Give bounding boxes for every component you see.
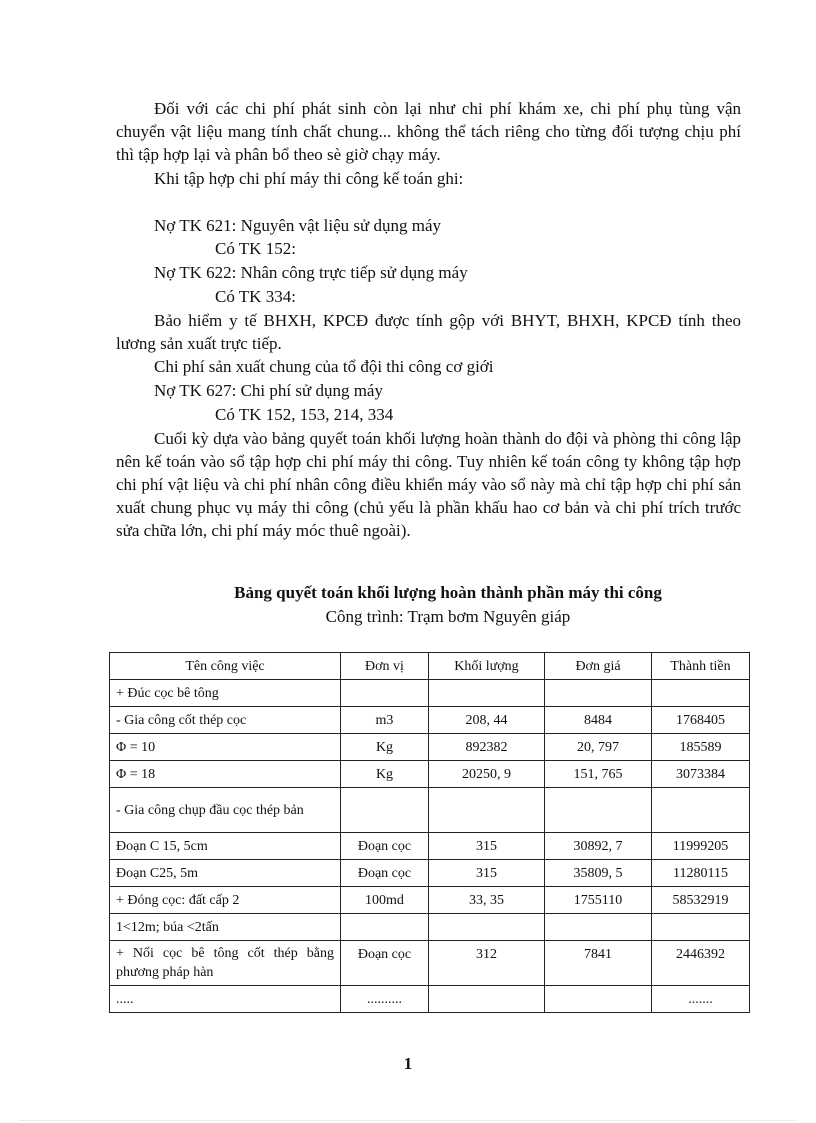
cell-unit-price bbox=[545, 680, 652, 707]
cell-task: Đoạn C25, 5m bbox=[110, 860, 341, 887]
table-row bbox=[110, 887, 750, 914]
cell-unit: m3 bbox=[341, 707, 429, 734]
cell-task: + Đúc cọc bê tông bbox=[110, 680, 341, 707]
cell-quantity bbox=[429, 680, 545, 707]
page-bottom-divider bbox=[20, 1120, 796, 1121]
table-row bbox=[110, 761, 750, 788]
cell-quantity bbox=[429, 986, 545, 1013]
cell-unit-price: 35809, 5 bbox=[545, 860, 652, 887]
header-quantity: Khối lượng bbox=[429, 653, 545, 680]
cell-unit-price: 8484 bbox=[545, 707, 652, 734]
cell-amount bbox=[652, 680, 750, 707]
cell-task: - Gia công chụp đầu cọc thép bản bbox=[110, 788, 341, 833]
paragraph-period-end: Cuối kỳ dựa vào bảng quyết toán khối lượng hoàn thành do đội và phòng thi công lập nên kế toán vào sổ tập hợp chi phí máy thi công. Tuy nhiên kế toán công ty không tập hợp chi phí vật liệu và chi phí nhân công điều khiển máy vào sổ này mà chỉ tập hợp chi phí sản xuất chung phục vụ máy thi công (chủ yếu là phần khấu hao cơ bản và chi phí trích trước sửa chữa lớn, chi phí máy móc thuê ngoài). bbox=[116, 429, 741, 540]
table-subtitle: Công trình: Trạm bơm Nguyên giáp bbox=[325, 607, 571, 626]
table-row bbox=[110, 860, 750, 887]
cell-unit-price bbox=[545, 914, 652, 941]
table-header-row bbox=[110, 653, 750, 680]
cell-amount: 11280115 bbox=[652, 860, 750, 887]
cell-unit: Kg bbox=[341, 734, 429, 761]
table-title: Bảng quyết toán khối lượng hoàn thành phần máy thi công bbox=[234, 583, 662, 602]
cell-unit-price bbox=[545, 788, 652, 833]
paragraph-record-intro: Khi tập hợp chi phí máy thi công kế toán ghi: bbox=[154, 169, 464, 188]
cell-amount: ....... bbox=[652, 986, 750, 1013]
cell-quantity bbox=[429, 914, 545, 941]
cell-task: Đoạn C 15, 5cm bbox=[110, 833, 341, 860]
cell-quantity: 892382 bbox=[429, 734, 545, 761]
cell-unit: .......... bbox=[341, 986, 429, 1013]
header-unit-price: Đơn giá bbox=[545, 653, 652, 680]
cell-quantity bbox=[429, 788, 545, 833]
cell-unit-price: 20, 797 bbox=[545, 734, 652, 761]
cell-amount: 2446392 bbox=[652, 941, 750, 986]
cell-quantity: 20250, 9 bbox=[429, 761, 545, 788]
entry-credit-multi: Có TK 152, 153, 214, 334 bbox=[215, 405, 394, 424]
cell-amount: 58532919 bbox=[652, 887, 750, 914]
table-row bbox=[110, 941, 750, 986]
cell-unit bbox=[341, 680, 429, 707]
entry-debit-627: Nợ TK 627: Chi phí sử dụng máy bbox=[154, 381, 383, 400]
cell-task: + Nối cọc bê tông cốt thép bằng phương pháp hàn bbox=[110, 941, 341, 986]
cell-unit-price: 1755110 bbox=[545, 887, 652, 914]
settlement-table bbox=[109, 652, 750, 1013]
cell-unit-price: 7841 bbox=[545, 941, 652, 986]
paragraph-general-cost: Chi phí sản xuất chung của tổ đội thi công cơ giới bbox=[154, 357, 494, 376]
cell-task: Φ = 18 bbox=[110, 761, 341, 788]
cell-task: 1<12m; búa <2tấn bbox=[110, 914, 341, 941]
table-row bbox=[110, 788, 750, 833]
cell-task: - Gia công cốt thép cọc bbox=[110, 707, 341, 734]
entry-debit-621: Nợ TK 621: Nguyên vật liệu sử dụng máy bbox=[154, 216, 442, 235]
paragraph-other-costs: Đối với các chi phí phát sinh còn lại như chi phí khám xe, chi phí phụ tùng vận chuyển vật liệu mang tính chất chung... không thể tách riêng cho từng đối tượng chịu phí thì tập hợp lại và phân bổ theo sè giờ chạy máy. bbox=[116, 99, 741, 164]
cell-task: Φ = 10 bbox=[110, 734, 341, 761]
cell-unit: Đoạn cọc bbox=[341, 833, 429, 860]
cell-quantity: 315 bbox=[429, 833, 545, 860]
entry-credit-334: Có TK 334: bbox=[215, 287, 296, 306]
page-number: 1 bbox=[403, 1054, 413, 1073]
cell-quantity: 208, 44 bbox=[429, 707, 545, 734]
cell-quantity: 33, 35 bbox=[429, 887, 545, 914]
cell-unit: 100md bbox=[341, 887, 429, 914]
table-row bbox=[110, 680, 750, 707]
cell-amount: 3073384 bbox=[652, 761, 750, 788]
table-row bbox=[110, 914, 750, 941]
header-unit: Đơn vị bbox=[341, 653, 429, 680]
entry-credit-152: Có TK 152: bbox=[215, 239, 296, 258]
cell-amount bbox=[652, 788, 750, 833]
header-task: Tên công việc bbox=[110, 653, 341, 680]
cell-task: ..... bbox=[110, 986, 341, 1013]
table-row bbox=[110, 986, 750, 1013]
cell-unit bbox=[341, 914, 429, 941]
entry-debit-622: Nợ TK 622: Nhân công trực tiếp sử dụng máy bbox=[154, 263, 468, 282]
table-row bbox=[110, 707, 750, 734]
table-row bbox=[110, 833, 750, 860]
cell-amount: 1768405 bbox=[652, 707, 750, 734]
cell-unit: Đoạn cọc bbox=[341, 860, 429, 887]
cell-quantity: 312 bbox=[429, 941, 545, 986]
header-amount: Thành tiền bbox=[652, 653, 750, 680]
cell-amount: 11999205 bbox=[652, 833, 750, 860]
cell-quantity: 315 bbox=[429, 860, 545, 887]
paragraph-insurance: Bảo hiểm y tế BHXH, KPCĐ được tính gộp với BHYT, BHXH, KPCĐ tính theo lương sản xuất trực tiếp. bbox=[116, 311, 741, 353]
cell-task: + Đóng cọc: đất cấp 2 bbox=[110, 887, 341, 914]
cell-unit: Kg bbox=[341, 761, 429, 788]
cell-amount bbox=[652, 914, 750, 941]
cell-unit-price bbox=[545, 986, 652, 1013]
cell-unit-price: 30892, 7 bbox=[545, 833, 652, 860]
cell-unit: Đoạn cọc bbox=[341, 941, 429, 986]
table-row bbox=[110, 734, 750, 761]
cell-unit-price: 151, 765 bbox=[545, 761, 652, 788]
cell-unit bbox=[341, 788, 429, 833]
cell-amount: 185589 bbox=[652, 734, 750, 761]
